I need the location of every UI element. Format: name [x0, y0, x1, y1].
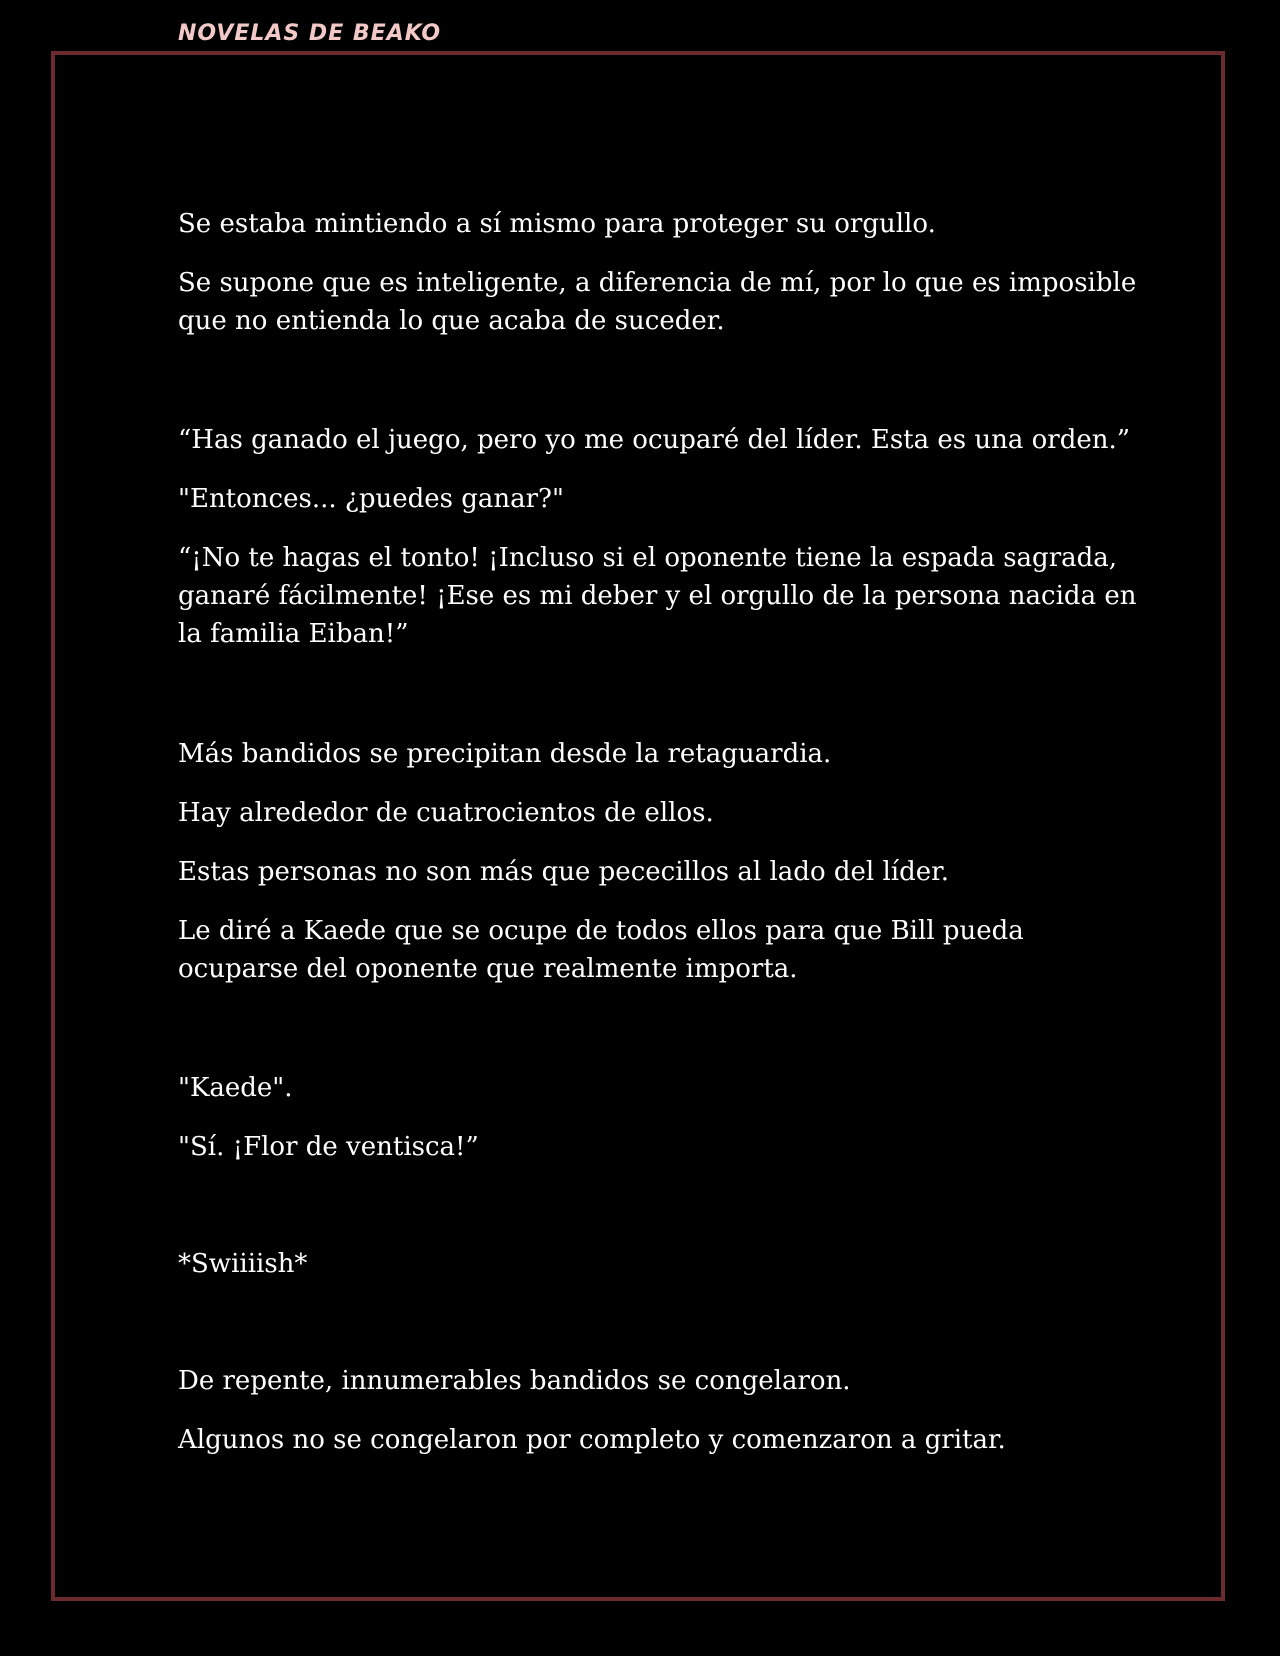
- paragraph-11: "Sí. ¡Flor de ventisca!”: [178, 1132, 479, 1162]
- paragraph-5: “¡No te hagas el tonto! ¡Incluso si el oponente tiene la espada sagrada, ganaré fácilmente! ¡Ese es mi deber y el orgullo de la persona nacida en la familia Eiban!”: [178, 543, 1137, 649]
- paragraph-2: Se supone que es inteligente, a diferencia de mí, por lo que es imposible que no entienda lo que acaba de suceder.: [178, 268, 1137, 336]
- paragraph-4: "Entonces... ¿puedes ganar?": [178, 484, 564, 514]
- site-brand: NOVELAS DE BEAKO: [178, 21, 442, 46]
- paragraph-3: “Has ganado el juego, pero yo me ocuparé del líder. Esta es una orden.”: [178, 425, 1131, 455]
- paragraph-1: Se estaba mintiendo a sí mismo para proteger su orgullo.: [178, 209, 936, 239]
- paragraph-8: Estas personas no son más que pececillos al lado del líder.: [178, 857, 949, 887]
- paragraph-9: Le diré a Kaede que se ocupe de todos ellos para que Bill pueda ocuparse del oponente que realmente importa.: [178, 916, 1024, 984]
- paragraph-6: Más bandidos se precipitan desde la retaguardia.: [178, 739, 832, 769]
- paragraph-7: Hay alrededor de cuatrocientos de ellos.: [178, 798, 714, 828]
- paragraph-13: De repente, innumerables bandidos se congelaron.: [178, 1366, 851, 1396]
- paragraph-12: *Swiiiish*: [178, 1249, 308, 1279]
- paragraph-10: "Kaede".: [178, 1073, 293, 1103]
- paragraph-14: Algunos no se congelaron por completo y comenzaron a gritar.: [178, 1425, 1006, 1455]
